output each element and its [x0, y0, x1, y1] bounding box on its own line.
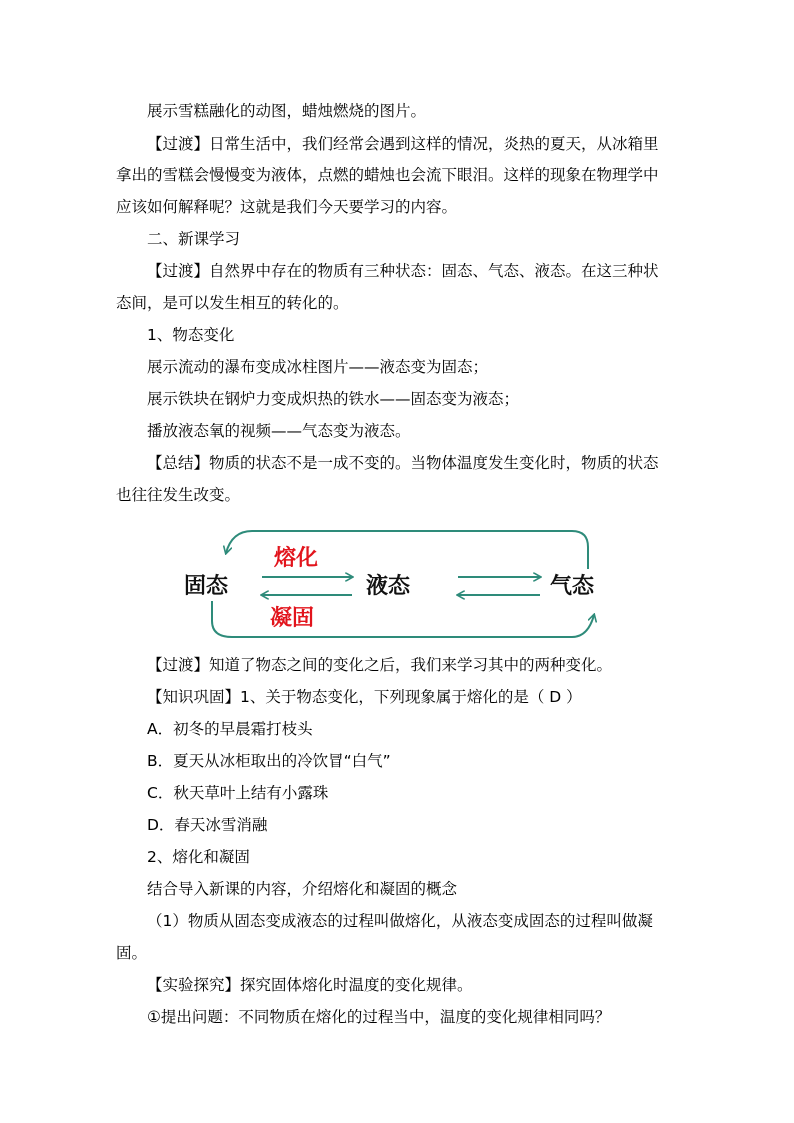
text-line-1: 展示雪糕融化的动图，蜡烛燃烧的图片。	[147, 102, 427, 120]
question-line: 【知识巩固】1、关于物态变化，下列现象属于熔化的是（ D ）	[147, 688, 582, 706]
text-line-12: 【总结】物质的状态不是一成不变的。当物体温度发生变化时，物质的状态	[147, 454, 659, 472]
subsection-heading-melting: 2、熔化和凝固	[147, 848, 250, 866]
state-solid-label: 固态	[184, 574, 229, 599]
text-line-2: 【过渡】日常生活中，我们经常会遇到这样的情况，炎热的夏天，从冰箱里	[147, 135, 659, 153]
text-line-21: 结合导入新课的内容，介绍熔化和凝固的概念	[147, 880, 458, 898]
text-line-7: 态间，是可以发生相互的转化的。	[116, 294, 349, 312]
text-line-6: 【过渡】自然界中存在的物质有三种状态：固态、气态、液态。在这三种状	[147, 262, 659, 280]
option-d: D．春天冰雪消融	[147, 816, 268, 834]
option-a: A．初冬的早晨霜打枝头	[147, 720, 313, 738]
text-line-14: 【过渡】知道了物态之间的变化之后，我们来学习其中的两种变化。	[147, 656, 613, 674]
state-change-diagram	[170, 525, 620, 645]
section-heading-new-lesson: 二、新课学习	[147, 230, 241, 248]
text-line-9: 展示流动的瀑布变成冰柱图片——液态变为固态；	[147, 358, 489, 376]
subsection-heading-state-change: 1、物态变化	[147, 326, 235, 344]
question-raise-line: ①提出问题：不同物质在熔化的过程当中，温度的变化规律相同吗？	[147, 1008, 611, 1026]
solidification-label: 凝固	[270, 606, 315, 631]
text-line-4: 应该如何解释呢？这就是我们今天要学习的内容。	[116, 198, 458, 216]
state-liquid-label: 液态	[366, 574, 411, 599]
text-line-11: 播放液态氧的视频——气态变为液态。	[147, 422, 411, 440]
melting-label: 熔化	[274, 546, 319, 571]
definition-line: （1）物质从固态变成液态的过程叫做熔化，从液态变成固态的过程叫做凝	[147, 912, 653, 930]
option-b: B．夏天从冰柜取出的冷饮冒“白气”	[147, 752, 391, 770]
text-line-10: 展示铁块在钢炉力变成炽热的铁水——固态变为液态；	[147, 390, 520, 408]
option-c: C．秋天草叶上结有小露珠	[147, 784, 329, 802]
experiment-line: 【实验探究】探究固体熔化时温度的变化规律。	[147, 976, 473, 994]
definition-line-cont: 固。	[116, 944, 148, 962]
state-gas-label: 气态	[550, 574, 595, 599]
text-line-3: 拿出的雪糕会慢慢变为液体，点燃的蜡烛也会流下眼泪。这样的现象在物理学中	[116, 166, 659, 184]
text-line-13: 也往往发生改变。	[116, 486, 241, 504]
